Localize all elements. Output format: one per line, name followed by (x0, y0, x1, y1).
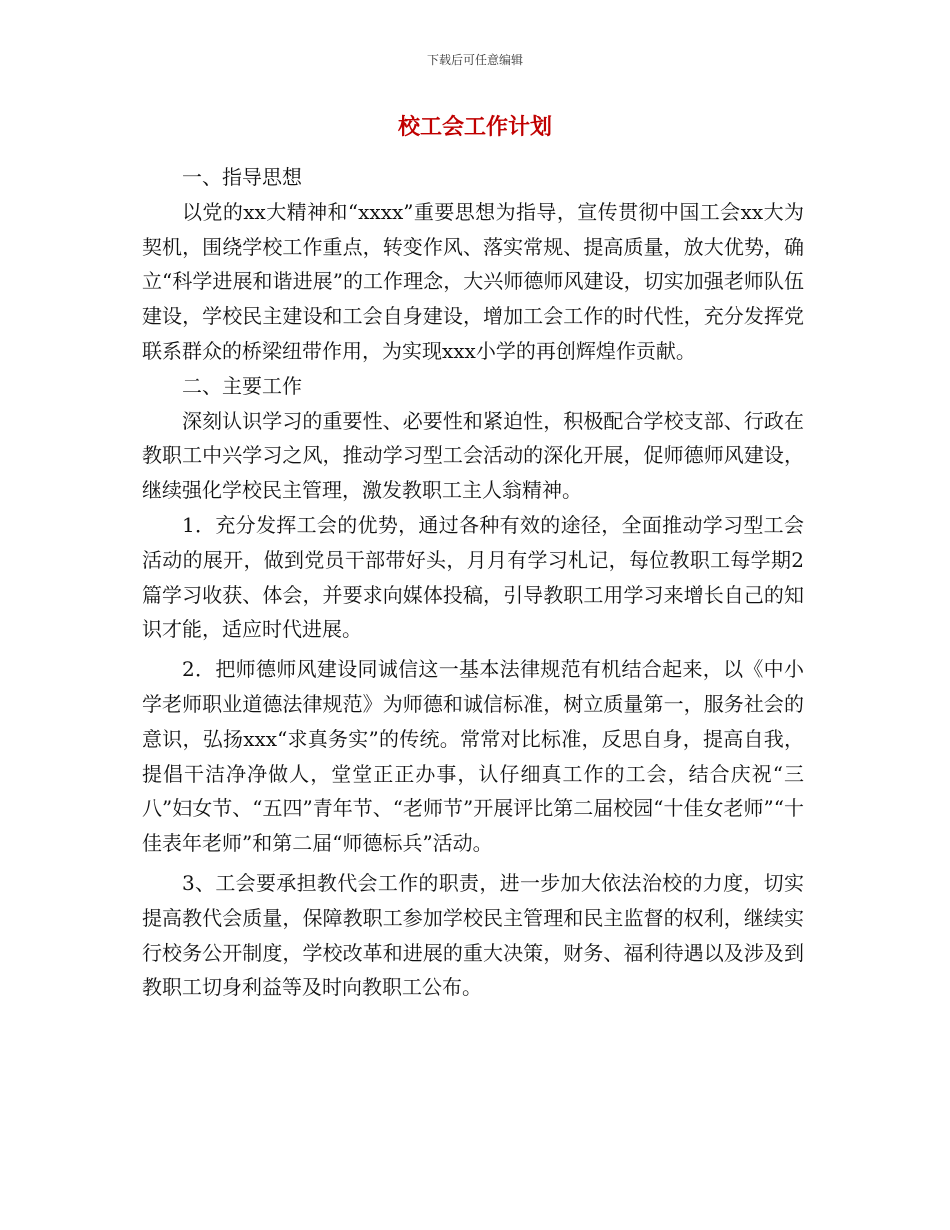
paragraph-item-2: 2．把师德师风建设同诚信这一基本法律规范有机结合起来，以《中小学老师职业道德法律规范》为师德和诚信标准，树立质量第一，服务社会的意识，弘扬xxx“求真务实”的传统。常常对比标准，反思自身，提高自我，提倡干洁净净做人，堂堂正正办事，认仔细真工作的工会，结合庆祝“三八”妇女节、“五四”青年节、“老师节”开展评比第二届校园“十佳女老师”“十佳表年老师”和第二届“师德标兵”活动。 (142, 657, 804, 856)
paragraph-main-work-intro: 深刻认识学习的重要性、必要性和紧迫性，积极配合学校支部、行政在教职工中兴学习之风，推动学习型工会活动的深化开展，促师德师风建设，继续强化学校民主管理，激发教职工主人翁精神。 (142, 408, 804, 503)
paragraph-item-1: 1．充分发挥工会的优势，通过各种有效的途径，全面推动学习型工会活动的展开，做到党员干部带好头，月月有学习札记，每位教职工每学期2篇学习收获、体会，并要求向媒体投稿，引导教职工用学习来增长自己的知识才能，适应时代进展。 (142, 512, 804, 642)
document-body (142, 160, 804, 1005)
section-heading-main-work: 二、主要工作 (182, 373, 302, 398)
paragraph-guiding-ideology: 以党的xx大精神和“xxxx”重要思想为指导，宣传贯彻中国工会xx大为契机，围绕学校工作重点，转变作风、落实常规、提高质量，放大优势，确立“科学进展和谐进展”的工作理念，大兴师德师风建设，切实加强老师队伍建设，学校民主建设和工会自身建设，增加工会工作的时代性，充分发挥党联系群众的桥梁纽带作用，为实现xxx小学的再创辉煌作贡献。 (142, 199, 804, 363)
section-heading-guiding-ideology: 一、指导思想 (182, 165, 302, 189)
header-note: 下载后可任意编辑 (426, 53, 523, 67)
document-title: 校工会工作计划 (397, 114, 552, 140)
paragraph-item-3: 3、工会要承担教代会工作的职责，进一步加大依法治校的力度，切实提高教代会质量，保障教职工参加学校民主管理和民主监督的权利，继续实行校务公开制度，学校改革和进展的重大决策，财务、福利待遇以及涉及到教职工切身利益等及时向教职工公布。 (142, 870, 804, 1000)
